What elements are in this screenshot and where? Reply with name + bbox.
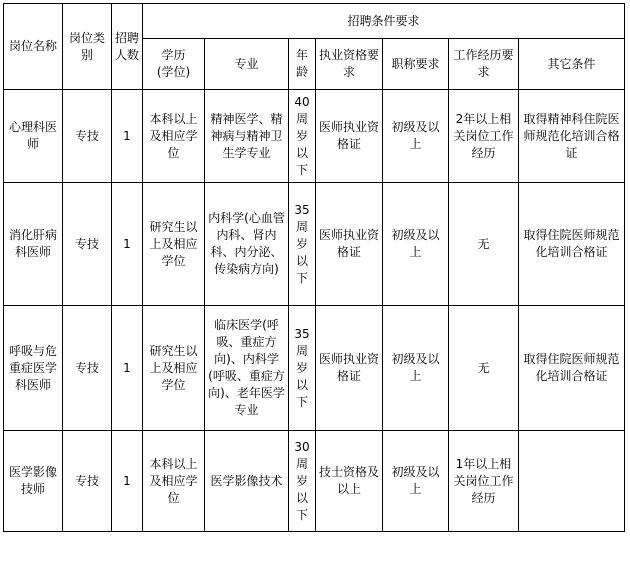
cell-title: 初级及以上 xyxy=(383,431,449,532)
cell-position-name: 医学影像技师 xyxy=(4,431,63,532)
header-education: 学历 (学位) xyxy=(143,39,205,90)
header-headcount: 招聘人数 xyxy=(112,4,143,90)
cell-other xyxy=(519,431,625,532)
cell-practice-qualification: 医师执业资格证 xyxy=(316,183,383,306)
cell-major: 临床医学(呼吸、重症方向)、内科学(呼吸、重症方向)、老年医学专业 xyxy=(205,306,289,431)
cell-experience: 1年以上相关岗位工作经历 xyxy=(449,431,519,532)
recruitment-table xyxy=(3,3,625,532)
cell-experience: 无 xyxy=(449,306,519,431)
cell-position-name: 心理科医师 xyxy=(4,90,63,183)
cell-position-name: 呼吸与危重症医学科医师 xyxy=(4,306,63,431)
cell-practice-qualification: 技士资格及以上 xyxy=(316,431,383,532)
cell-age: 30周岁以下 xyxy=(289,431,316,532)
cell-major: 医学影像技术 xyxy=(205,431,289,532)
cell-position-type: 专技 xyxy=(63,306,112,431)
cell-education: 研究生以上及相应学位 xyxy=(143,306,205,431)
cell-experience: 无 xyxy=(449,183,519,306)
cell-education: 研究生以上及相应学位 xyxy=(143,183,205,306)
cell-age: 40周岁以下 xyxy=(289,90,316,183)
cell-headcount: 1 xyxy=(112,306,143,431)
cell-practice-qualification: 医师执业资格证 xyxy=(316,306,383,431)
header-age: 年龄 xyxy=(289,39,316,90)
cell-other: 取得住院医师规范化培训合格证 xyxy=(519,183,625,306)
cell-other: 取得住院医师规范化培训合格证 xyxy=(519,306,625,431)
table-row xyxy=(4,431,625,532)
cell-major: 精神医学、精神病与精神卫生学专业 xyxy=(205,90,289,183)
cell-position-type: 专技 xyxy=(63,431,112,532)
table-row xyxy=(4,183,625,306)
cell-education: 本科以上及相应学位 xyxy=(143,431,205,532)
cell-education: 本科以上及相应学位 xyxy=(143,90,205,183)
cell-practice-qualification: 医师执业资格证 xyxy=(316,90,383,183)
header-requirements: 招聘条件要求 xyxy=(143,4,625,39)
cell-headcount: 1 xyxy=(112,90,143,183)
header-major: 专业 xyxy=(205,39,289,90)
header-position-type: 岗位类别 xyxy=(63,4,112,90)
cell-headcount: 1 xyxy=(112,183,143,306)
cell-other: 取得精神科住院医师规范化培训合格证 xyxy=(519,90,625,183)
header-row-top xyxy=(4,4,625,39)
cell-position-name: 消化肝病科医师 xyxy=(4,183,63,306)
cell-title: 初级及以上 xyxy=(383,183,449,306)
cell-major: 内科学(心血管内科、肾内科、内分泌、传染病方向) xyxy=(205,183,289,306)
cell-title: 初级及以上 xyxy=(383,306,449,431)
cell-headcount: 1 xyxy=(112,431,143,532)
table-row xyxy=(4,90,625,183)
cell-position-type: 专技 xyxy=(63,183,112,306)
header-practice-qualification: 执业资格要求 xyxy=(316,39,383,90)
cell-position-type: 专技 xyxy=(63,90,112,183)
header-position-name: 岗位名称 xyxy=(4,4,63,90)
cell-experience: 2年以上相关岗位工作经历 xyxy=(449,90,519,183)
cell-age: 35周岁以下 xyxy=(289,306,316,431)
cell-age: 35周岁以下 xyxy=(289,183,316,306)
cell-title: 初级及以上 xyxy=(383,90,449,183)
table-row xyxy=(4,306,625,431)
header-experience: 工作经历要求 xyxy=(449,39,519,90)
header-title: 职称要求 xyxy=(383,39,449,90)
header-other: 其它条件 xyxy=(519,39,625,90)
